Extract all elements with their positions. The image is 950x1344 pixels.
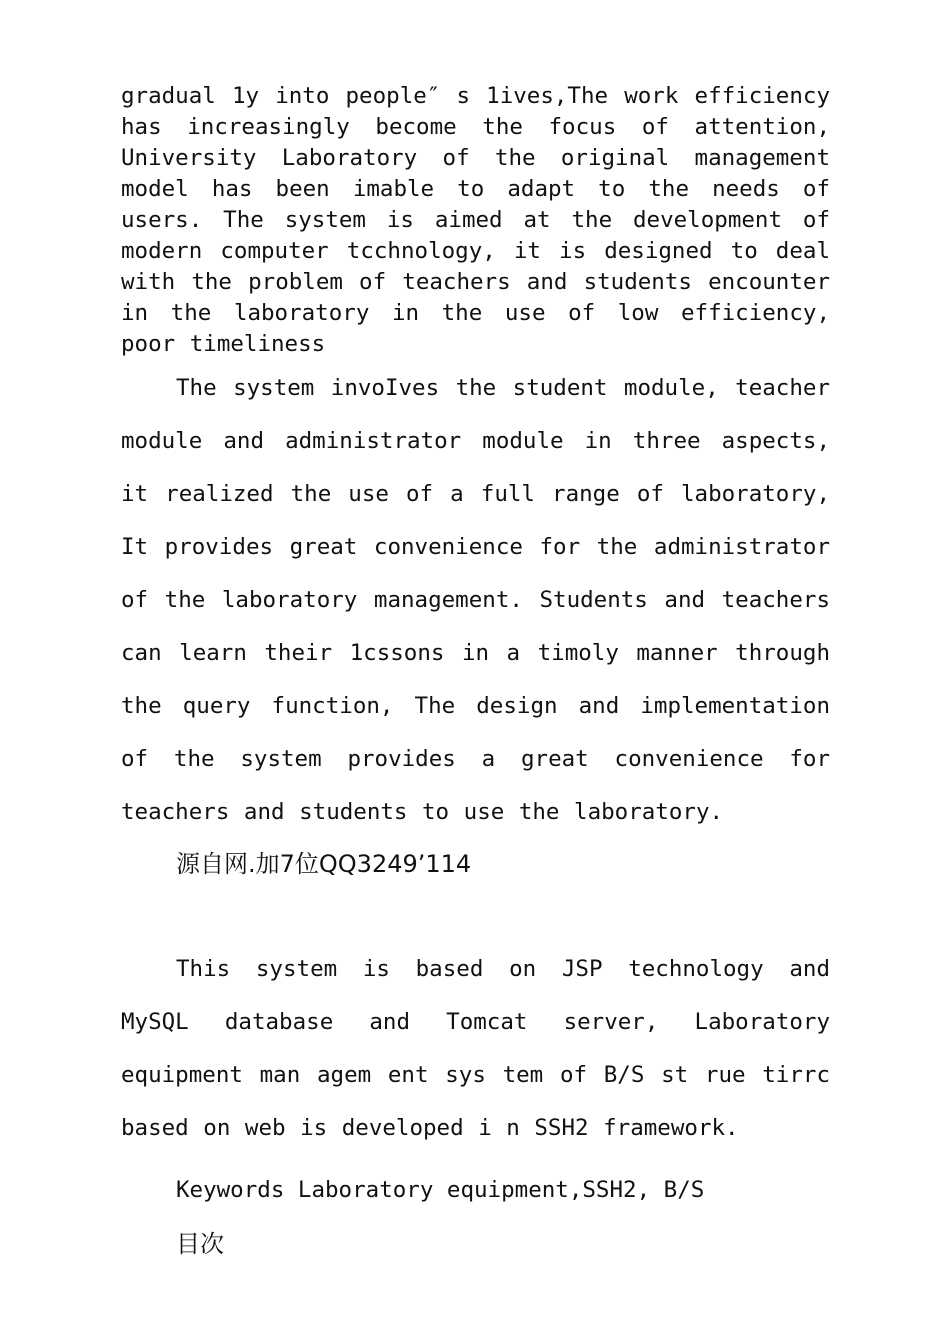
toc-heading: 目次: [176, 1230, 224, 1258]
keywords-line: Keywords Laboratory equipment,SSH2, B/S: [176, 1177, 705, 1203]
modules-paragraph: The system invoIves the student module, teacher module and administrator module in three aspects, it realized the use of a full range of laboratory, It provides great convenience for the administrator of the laboratory management. Students and teachers can learn their 1cssons in a timoly manner through the query function, The design and implementation of the system provides a great convenience for teachers and students to use the laboratory.: [121, 375, 830, 825]
source-note: 源自网.加7位QQ3249’114: [176, 850, 472, 878]
technology-paragraph: This system is based on JSP technology and MySQL database and Tomcat server, Laboratory equipment man agem ent sys tem of B/S st rue tirrc based on web is developed i n SSH2 framework.: [121, 956, 830, 1141]
intro-paragraph: gradual 1y into people″ s 1ives,The work efficiency has increasingly become the focus of attention, University Laboratory of the original management model has been imable to adapt to the needs of users. The system is aimed at the development of modern computer tcchnology, it is designed to deal with the problem of teachers and students encounter in the laboratory in the use of low efficiency, poor timeliness: [121, 83, 830, 357]
